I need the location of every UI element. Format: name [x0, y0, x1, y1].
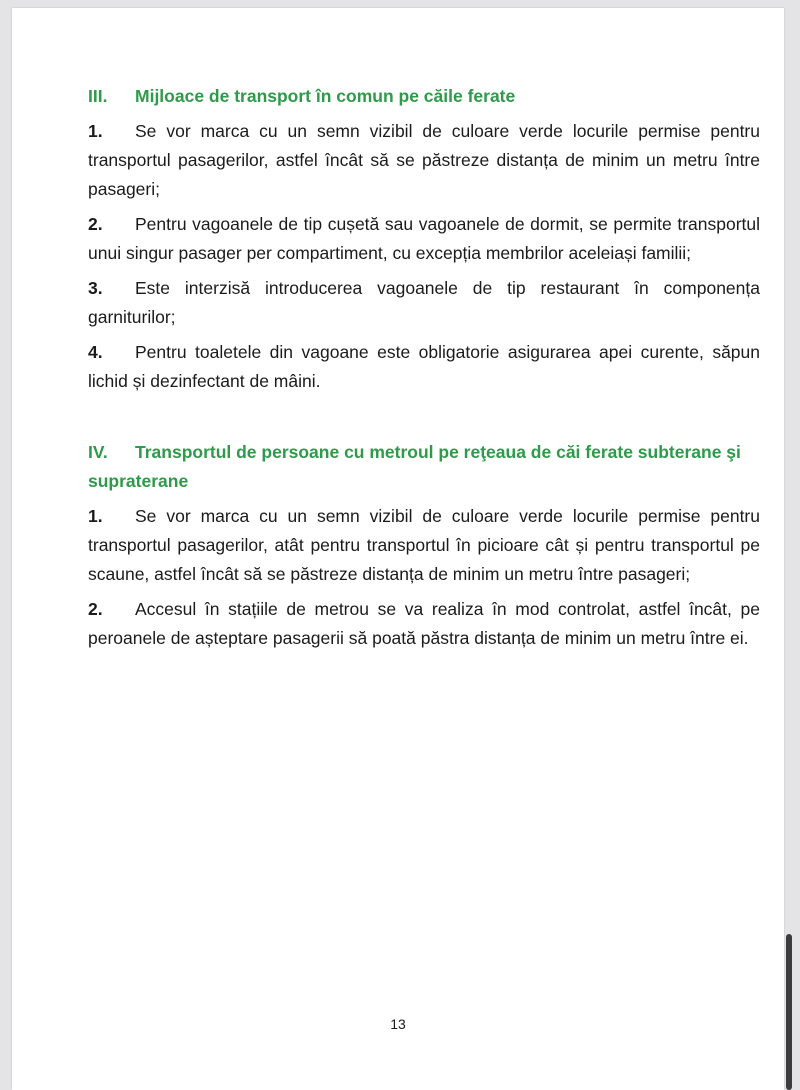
item-number: 3.: [88, 278, 103, 298]
page-number: 13: [390, 1016, 406, 1032]
section-heading-iv: [88, 438, 760, 496]
item-text: Se vor marca cu un semn vizibil de culoare verde locurile permise pentru transportul pasagerilor, atât pentru transportul în picioare cât și pentru transportul pe scaune, astfel încât să se păstreze distanța de minim un metru între pasageri;: [88, 506, 760, 584]
document-page: [12, 8, 784, 1090]
item-text: Pentru toaletele din vagoane este obligatorie asigurarea apei curente, săpun lichid și dezinfectant de mâini.: [88, 342, 760, 391]
list-item: [88, 595, 760, 653]
item-text: Se vor marca cu un semn vizibil de culoare verde locurile permise pentru transportul pasagerilor, astfel încât să se păstreze distanța de minim un metru între pasageri;: [88, 121, 760, 199]
scrollbar-thumb[interactable]: [786, 934, 792, 1090]
item-number: 4.: [88, 342, 103, 362]
document-content: [88, 82, 760, 659]
list-item: [88, 117, 760, 204]
item-number: 2.: [88, 214, 103, 234]
item-number: 2.: [88, 599, 103, 619]
list-item: [88, 502, 760, 589]
section-title: Mijloace de transport în comun pe căile ferate: [135, 86, 516, 106]
section-number: IV.: [88, 442, 108, 462]
list-item: [88, 338, 760, 396]
item-number: 1.: [88, 121, 103, 141]
item-text: Este interzisă introducerea vagoanele de tip restaurant în componența garniturilor;: [88, 278, 760, 327]
item-text: Pentru vagoanele de tip cușetă sau vagoanele de dormit, se permite transportul unui singur pasager per compartiment, cu excepția membrilor aceleiași familii;: [88, 214, 760, 263]
section-heading-iii: [88, 82, 760, 111]
list-item: [88, 274, 760, 332]
list-item: [88, 210, 760, 268]
item-text: Accesul în stațiile de metrou se va realiza în mod controlat, astfel încât, pe peroanele de așteptare pasagerii să poată păstra distanța de minim un metru între ei.: [88, 599, 760, 648]
item-number: 1.: [88, 506, 103, 526]
section-number: III.: [88, 86, 108, 106]
section-spacer: [88, 402, 760, 438]
section-title: Transportul de persoane cu metroul pe reţeaua de căi ferate subterane şi supraterane: [88, 442, 741, 491]
